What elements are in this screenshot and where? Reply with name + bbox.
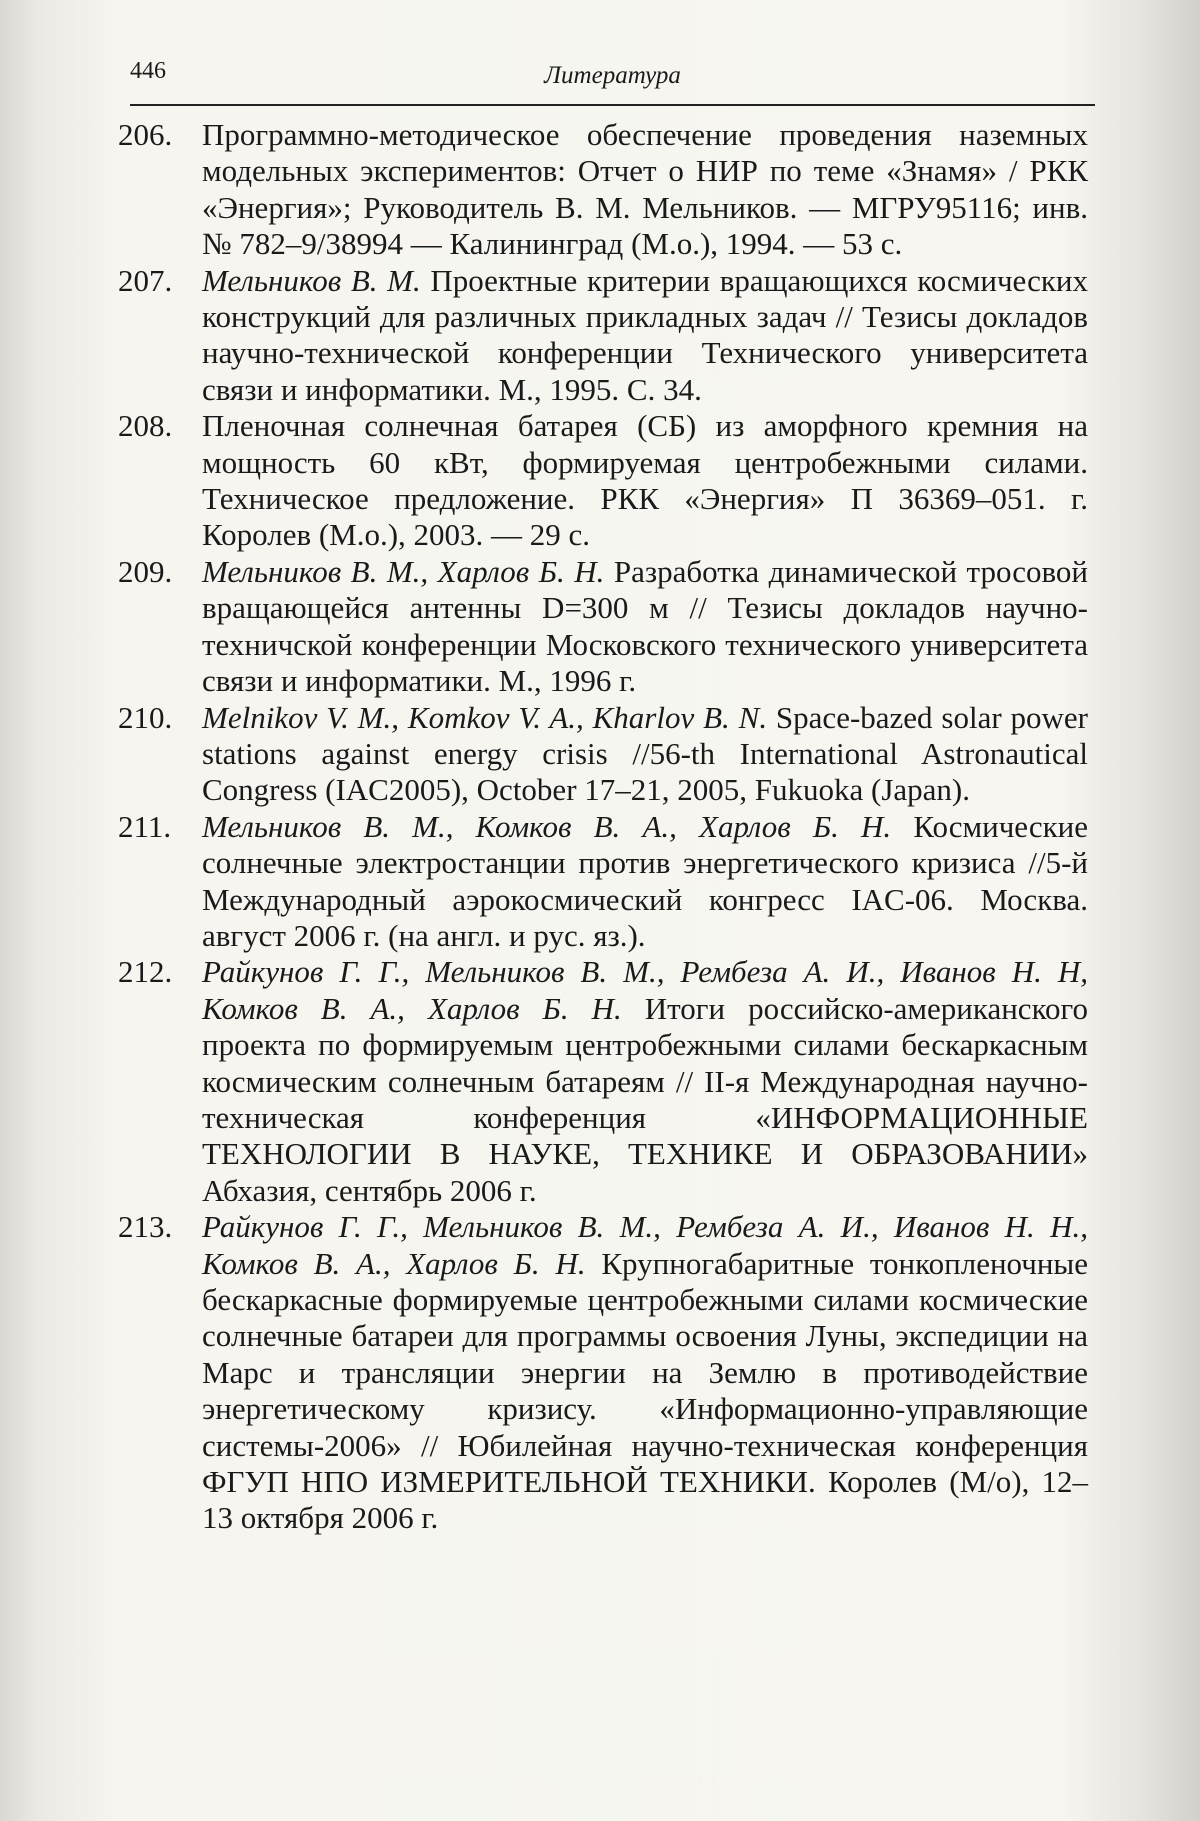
entry-authors: Мельников В. М., Харлов Б. Н. [202, 553, 605, 589]
entry-number: 206. [118, 117, 173, 152]
bibliography-list [118, 117, 1088, 1537]
entry-number: 212. [118, 954, 173, 990]
entry-number: 208. [118, 408, 173, 444]
bibliography-entry [118, 554, 1088, 700]
entry-authors: Райкунов Г. Г., Мельников В. М., Рембеза А. И., Иванов Н. Н., Комков В. А., Харлов Б. Н. [202, 1209, 1088, 1281]
entry-number: 213. [118, 1209, 173, 1245]
page-header [130, 58, 1095, 106]
bibliography-entry [118, 408, 1088, 554]
bibliography-entry [118, 700, 1088, 809]
bibliography-entry [118, 1209, 1088, 1537]
entry-text: Разработка динамической тросовой вращающейся антенны D=300 м // Тезисы докладов научно-техничской конференции Московского технического университета связи и информатики. М., 1996 г. [202, 553, 1088, 699]
entry-authors: Райкунов Г. Г., Мельников В. М., Рембеза А. И., Иванов Н. Н, Комков В. А., Харлов Б. Н. [202, 954, 1088, 1026]
entry-number: 209. [118, 553, 173, 589]
entry-number: 211. [118, 808, 172, 844]
entry-number: 207. [118, 262, 173, 298]
entry-text: Крупногабаритные тонкопленочные бескаркасные формируемые центробежными силами космические солнечные батареи для программы освоения Луны, экспедиции на Марс и трансляции энергии на Землю в противодействие энергетическому кризису. «Информационно-управляющие системы-2006» // Юбилейная научно-техническая конференция ФГУП НПО ИЗМЕРИТЕЛЬНОЙ ТЕХНИКИ. Королев (М/о), 12–13 октября 2006 г. [202, 1245, 1089, 1536]
entry-text: Space-bazed solar power stations against energy crisis //56-th International Astronautical Congress (IAC2005), October 17–21, 2005, Fukuoka (Japan). [202, 699, 1088, 808]
bibliography-entry [118, 954, 1088, 1209]
page-number: 446 [130, 58, 166, 84]
entry-text: Космические солнечные электростанции против энергетического кризиса //5-й Международный аэрокосмический конгресс IAC-06. Москва. август 2006 г. (на англ. и рус. яз.). [202, 808, 1088, 953]
bibliography-entry [118, 117, 1088, 263]
entry-text: Пленочная солнечная батарея (СБ) из аморфного кремния на мощность 60 кВт, формируемая центробежными силами. Техническое предложение. РКК «Энергия» П 36369–051. г. Королев (М.о.), 2003. — 29 с. [202, 408, 1088, 553]
entry-authors: Мельников В. М., Комков В. А., Харлов Б. Н. [202, 808, 892, 844]
bibliography-entry [118, 809, 1088, 955]
bibliography-entry [118, 263, 1088, 409]
entry-authors: Melnikov V. M., Komkov V. A., Kharlov B. N. [202, 699, 768, 735]
running-title: Литература [544, 62, 681, 89]
entry-text: Итоги российско-американского проекта по формируемым центробежными силами бескаркасным космическим солнечным батареям // II-я Международная научно-техническая конференция «ИНФОРМАЦИОННЫЕ ТЕХНОЛОГИИ В НАУКЕ, ТЕХНИКЕ И ОБРАЗОВАНИИ» Абхазия, сентябрь 2006 г. [202, 990, 1088, 1208]
entry-text: Проектные критерии вращающихся космических конструкций для различных прикладных задач // Тезисы докладов научно-технической конференции Технического университета связи и информатики. М., 1995. С. 34. [202, 262, 1088, 407]
entry-number: 210. [118, 699, 173, 735]
entry-text: Программно-методическое обеспечение проведения наземных модельных экспериментов: Отчет о НИР по теме «Знамя» / РКК «Энергия»; Руководитель В. М. Мельников. — МГРУ95116; инв. № 782–9/38994 — Калининград (М.о.), 1994. — 53 с. [202, 117, 1088, 262]
entry-authors: Мельников В. М. [202, 262, 421, 298]
